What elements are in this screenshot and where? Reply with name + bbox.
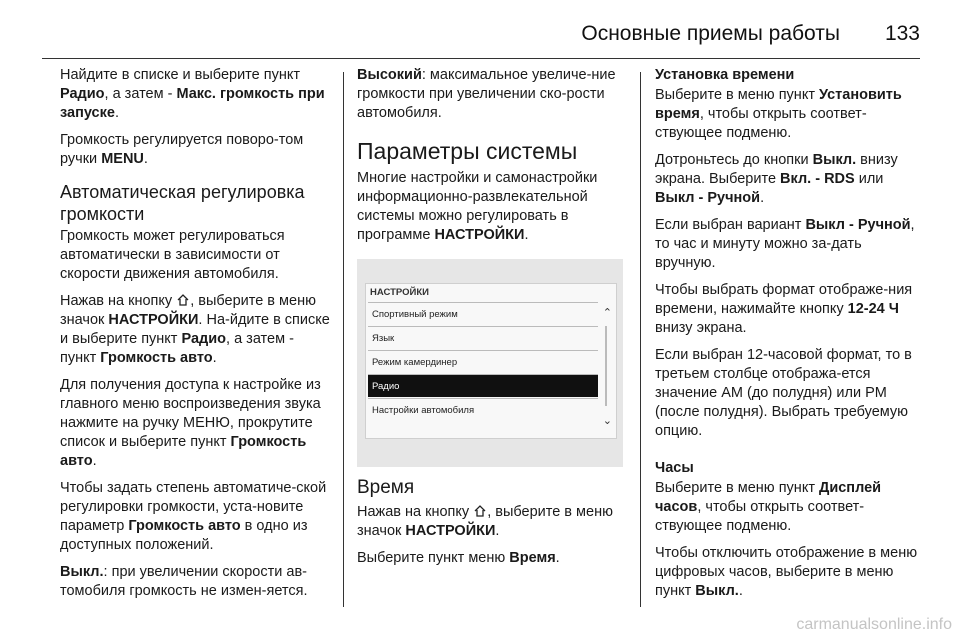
subsection-heading: Часы xyxy=(655,460,694,476)
home-icon xyxy=(473,504,487,518)
header-divider xyxy=(42,58,920,59)
paragraph: Выберите пункт меню Время. xyxy=(357,550,560,566)
column-divider xyxy=(343,72,344,607)
menu-item: Настройки автомобиля xyxy=(368,398,598,421)
paragraph: Найдите в списке и выберите пункт Радио, а затем - Макс. громкость при запуске. xyxy=(60,67,325,121)
home-icon xyxy=(176,293,190,307)
paragraph: Чтобы задать степень автоматиче-ской регулировки громкости, уста-новите параметр Громкость авто в одно из доступных положений. xyxy=(60,480,327,553)
section-heading: Параметры системы xyxy=(357,138,578,164)
page-header xyxy=(0,0,960,58)
paragraph: Высокий: максимальное увеличе-ние громкости при увеличении ско-рости автомобиля. xyxy=(357,67,616,121)
section-heading: Время xyxy=(357,477,415,498)
paragraph: Чтобы выбрать формат отображе-ния времени, нажимайте кнопку 12-24 Ч внизу экрана. xyxy=(655,282,913,336)
paragraph: Громкость может регулироваться автоматически в зависимости от скорости движения автомобиля. xyxy=(60,228,285,282)
paragraph: Громкость регулируется поворо-том ручки MENU. xyxy=(60,132,304,167)
paragraph: Для получения доступа к настройке из главного меню воспроизведения звука нажмите на ручку МЕНЮ, прокрутите список и выберите пункт Громкость авто. xyxy=(60,377,321,469)
paragraph: Выберите в меню пункт Установить время, чтобы открыть соответ-ствующее подменю. xyxy=(655,87,902,141)
page-number: 133 xyxy=(884,22,920,45)
section-title: Основные приемы работы xyxy=(581,22,840,45)
column-left xyxy=(60,66,330,609)
paragraph: Многие настройки и самонастройки информационно-развлекательной системы можно регулировать в программе НАСТРОЙКИ. xyxy=(357,170,598,243)
menu-item: Режим камердинер xyxy=(368,350,598,373)
subsection-heading: Установка времени xyxy=(655,67,795,83)
scrollbar-track xyxy=(605,326,607,406)
paragraph: Чтобы отключить отображение в меню цифровых часов, выберите в меню пункт Выкл.. xyxy=(655,545,918,599)
section-heading: Автоматическая регулировка громкости xyxy=(60,182,305,224)
paragraph: Нажав на кнопку , выберите в меню значок НАСТРОЙКИ. xyxy=(357,504,613,539)
settings-menu-title: НАСТРОЙКИ xyxy=(370,287,429,298)
paragraph: Если выбран вариант Выкл - Ручной, то час и минуту можно за-дать вручную. xyxy=(655,217,915,271)
menu-item: Язык xyxy=(368,326,598,349)
chevron-down-icon: ⌄ xyxy=(602,415,612,427)
menu-item: Спортивный режим xyxy=(368,302,598,325)
paragraph: Если выбран 12-часовой формат, то в третьем столбце отобража-ется значение AM (до полудня) или PM (после полудня). Выбрать требуемую опцию. xyxy=(655,347,912,439)
column-right xyxy=(655,66,925,609)
chevron-up-icon: ⌃ xyxy=(602,307,612,319)
watermark: carmanualsonline.info xyxy=(796,616,952,633)
settings-screen-illustration xyxy=(357,259,623,467)
column-middle xyxy=(357,66,625,576)
column-divider xyxy=(640,72,641,607)
paragraph: Дотроньтесь до кнопки Выкл. внизу экрана. Выберите Вкл. - RDS или Выкл - Ручной. xyxy=(655,152,898,206)
paragraph: Нажав на кнопку , выберите в меню значок НАСТРОЙКИ. На-йдите в списке и выберите пункт Радио, а затем - пункт Громкость авто. xyxy=(60,293,330,366)
paragraph: Выберите в меню пункт Дисплей часов, чтобы открыть соответ-ствующее подменю. xyxy=(655,480,882,534)
paragraph: Выкл.: при увеличении скорости ав-томобиля громкость не измен-яется. xyxy=(60,564,308,599)
menu-item-selected: Радио xyxy=(368,374,598,397)
settings-menu-panel xyxy=(365,283,617,439)
